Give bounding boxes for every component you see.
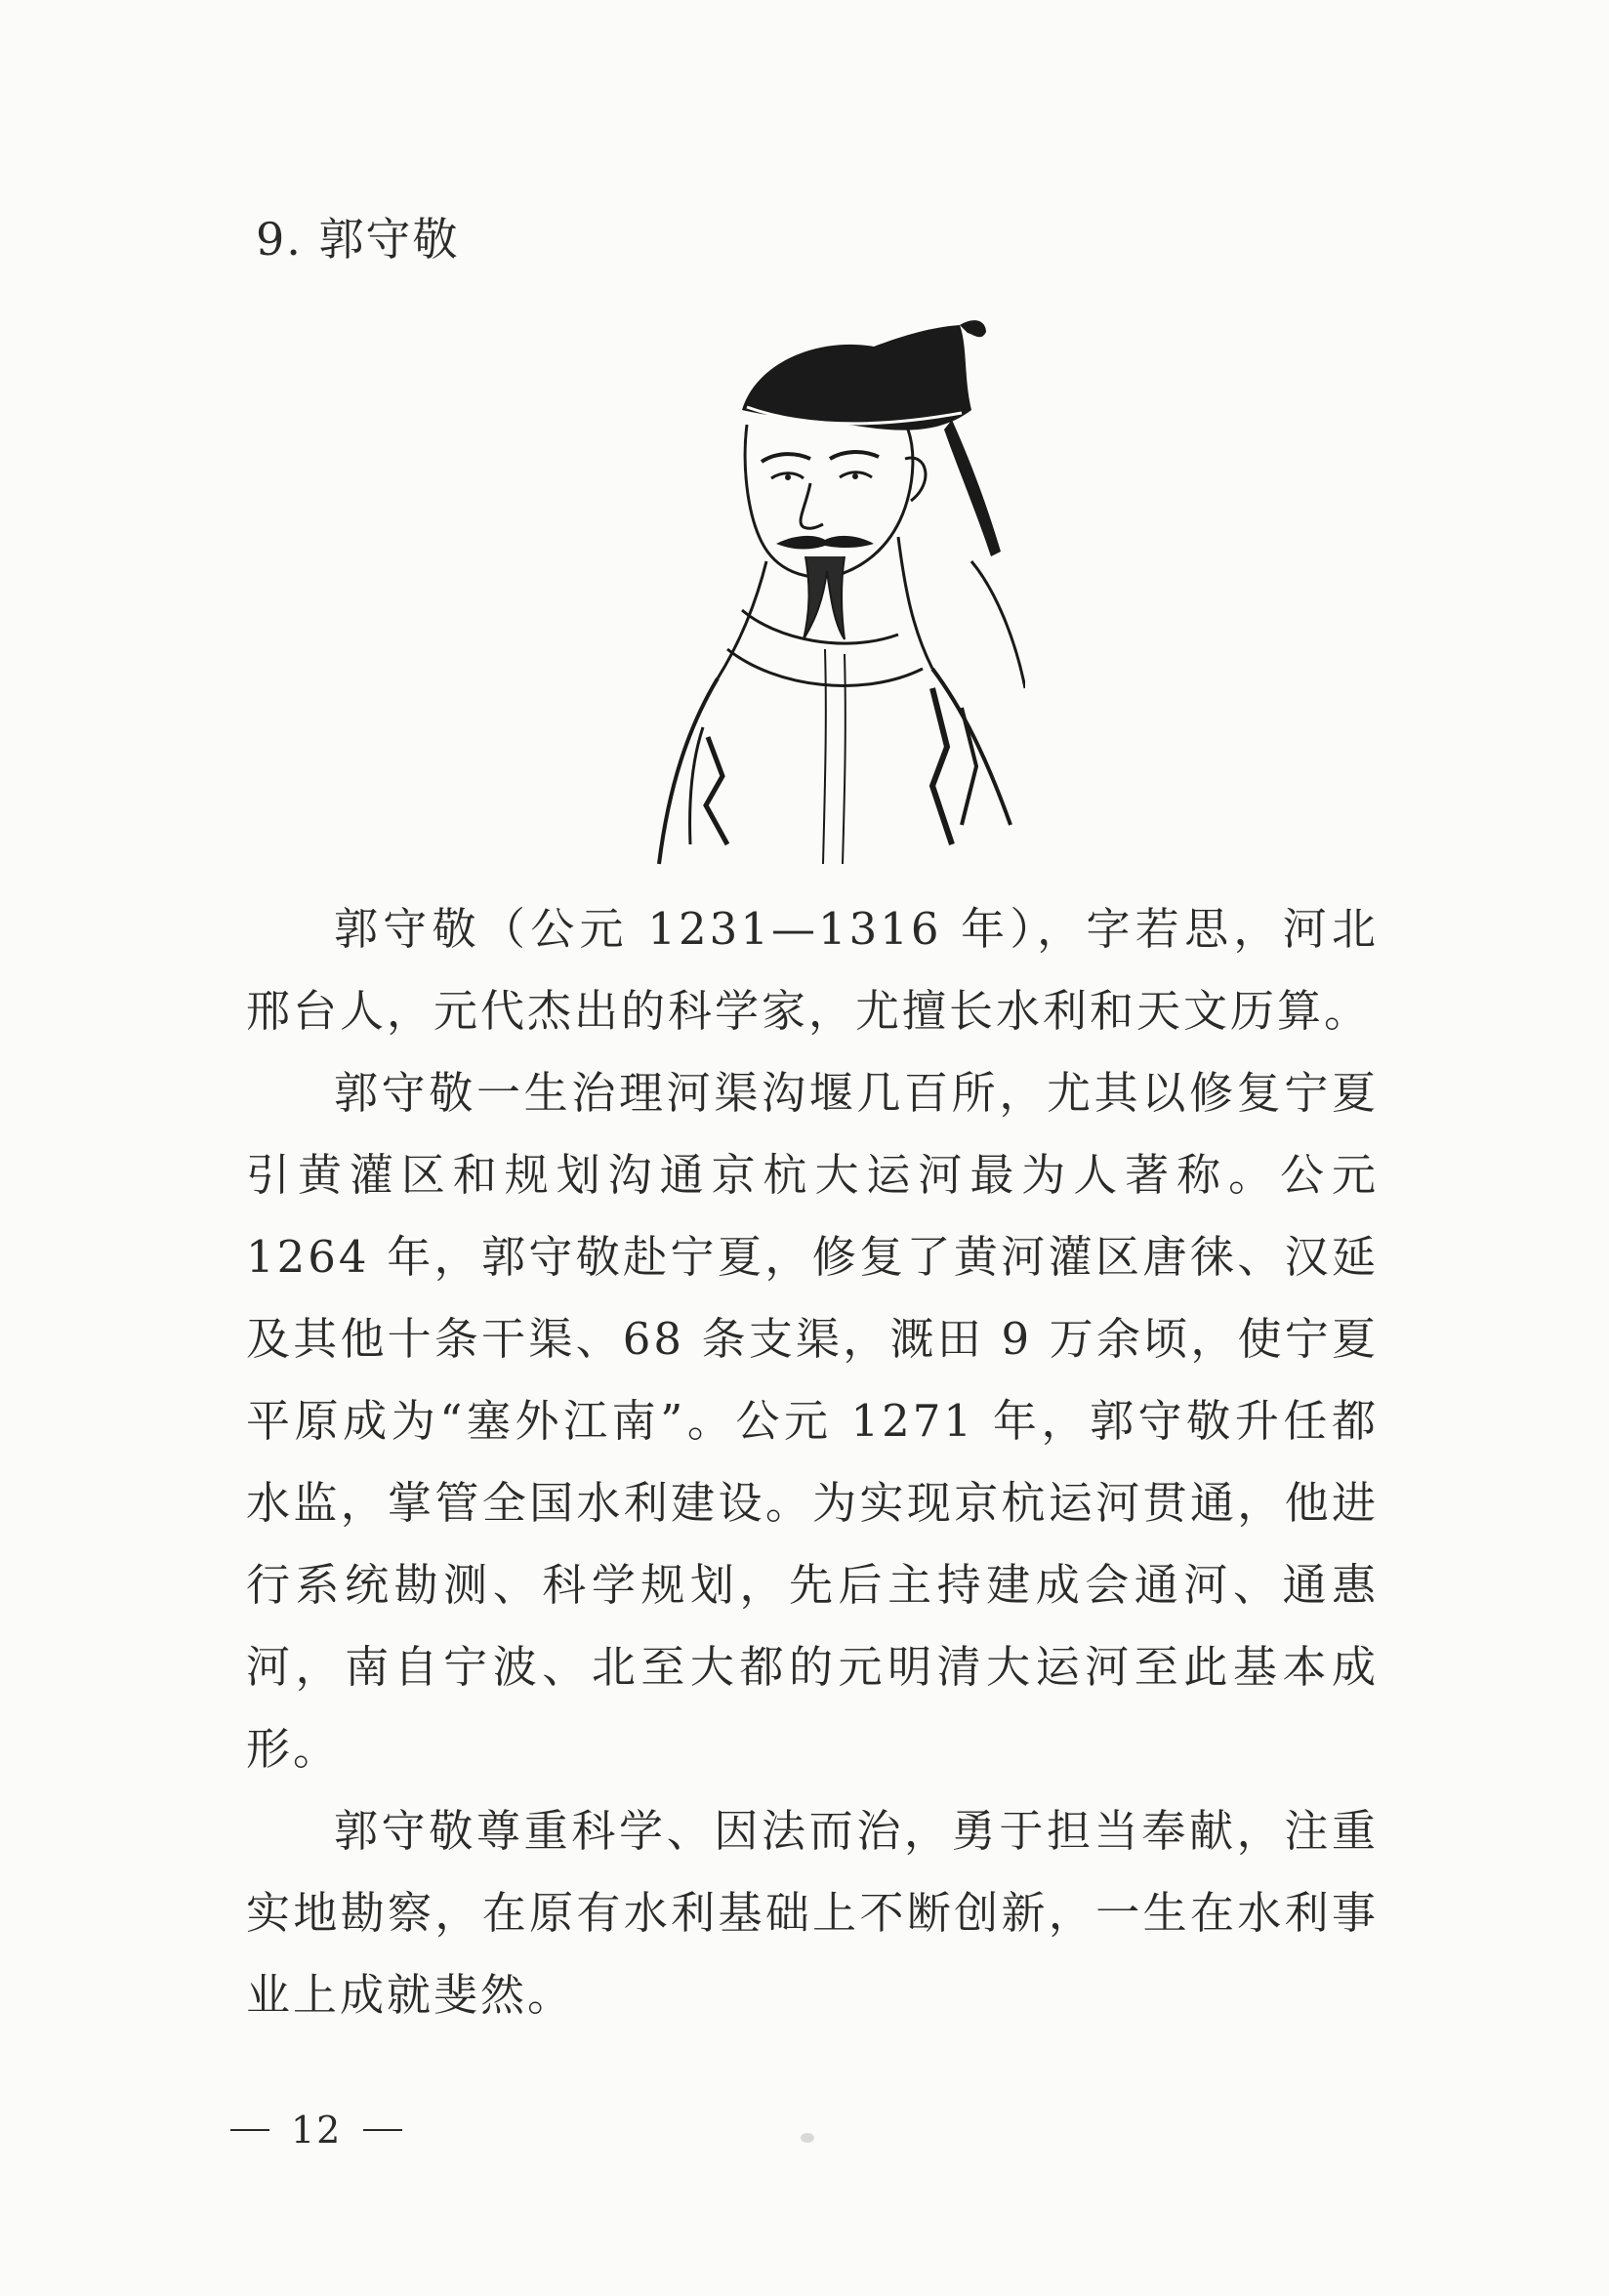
scan-speck — [801, 2133, 814, 2143]
body-text — [246, 888, 1379, 2036]
paragraph-intro: 郭守敬（公元 1231—1316 年），字若思，河北邢台人，元代杰出的科学家，尤擅长水利和天文历算。 — [246, 903, 1379, 1037]
section-heading: 9. 郭守敬 — [256, 213, 460, 266]
page-number: 12 — [291, 2109, 343, 2152]
page-footer — [230, 2109, 402, 2152]
paragraph-legacy: 郭守敬尊重科学、因法而治，勇于担当奉献，注重实地勘察，在原有水利基础上不断创新，一生在水利事业上成就斐然。 — [246, 1805, 1379, 2021]
footer-dash-right — [363, 2129, 402, 2131]
portrait-illustration — [649, 317, 1025, 874]
paragraph-achievements: 郭守敬一生治理河渠沟堰几百所，尤其以修复宁夏引黄灌区和规划沟通京杭大运河最为人著称。公元 1264 年，郭守敬赴宁夏，修复了黄河灌区唐徕、汉延及其他十条干渠、68 条支渠，溉田 9 万余顷，使宁夏平原成为“塞外江南”。公元 1271 年，郭守敬升任都水监，掌管全国水利建设。为实现京杭运河贯通，他进行系统勘测、科学规划，先后主持建成会通河、通惠河，南自宁波、北至大都的元明清大运河至此基本成形。 — [246, 1067, 1379, 1775]
footer-dash-left — [230, 2129, 269, 2131]
